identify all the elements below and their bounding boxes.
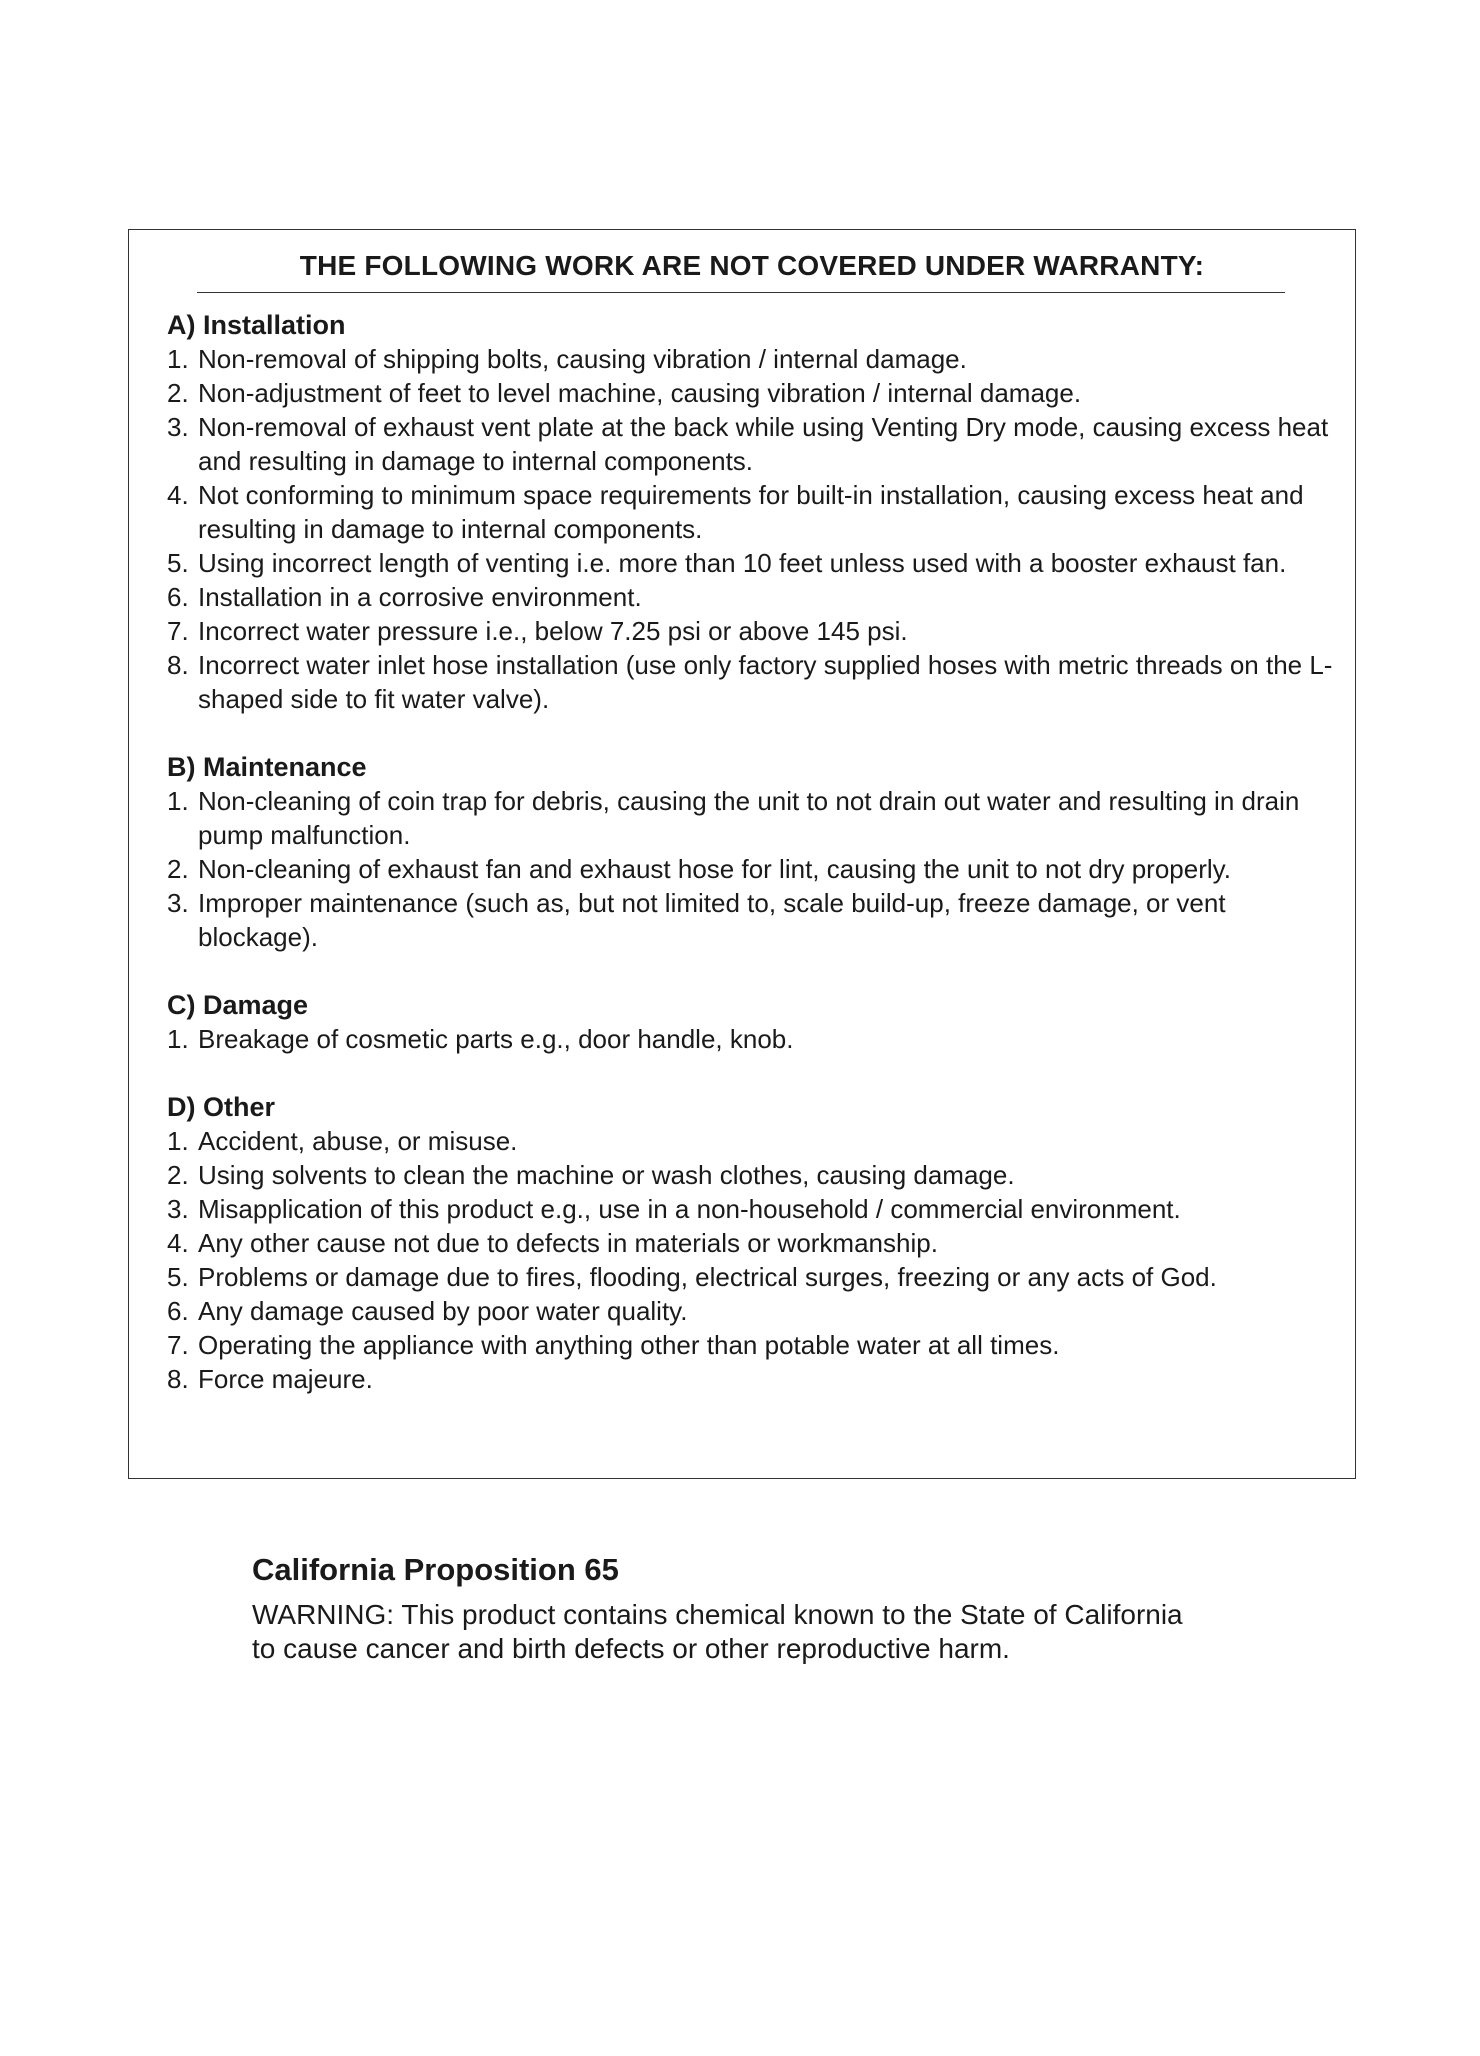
list-item-text: Non-removal of shipping bolts, causing vibration / internal damage. (198, 344, 967, 374)
list-item-number: 3. (167, 1194, 189, 1224)
list-item-number: 2. (167, 854, 189, 884)
list-item (167, 614, 1347, 648)
list-item-number: 1. (167, 344, 189, 374)
warranty-section (167, 750, 1347, 954)
section-heading: B) Maintenance (167, 752, 367, 782)
title-underline (197, 292, 1285, 293)
list-item-text: Accident, abuse, or misuse. (198, 1126, 518, 1156)
prop65-notice (252, 1550, 1292, 1666)
list-item-text: Non-cleaning of coin trap for debris, causing the unit to not drain out water and resulting in drain pump malfunction. (198, 786, 1300, 850)
list-item-number: 7. (167, 1330, 189, 1360)
list-item-text: Using incorrect length of venting i.e. more than 10 feet unless used with a booster exhaust fan. (198, 548, 1287, 578)
list-item-number: 4. (167, 480, 189, 510)
list-item-number: 3. (167, 888, 189, 918)
list-item (167, 648, 1347, 716)
list-item (167, 1260, 1347, 1294)
list-item-number: 5. (167, 1262, 189, 1292)
warranty-title: THE FOLLOWING WORK ARE NOT COVERED UNDER WARRANTY: (299, 250, 1205, 281)
list-item-number: 4. (167, 1228, 189, 1258)
list-item (167, 886, 1347, 954)
list-item-text: Any other cause not due to defects in materials or workmanship. (198, 1228, 938, 1258)
list-item (167, 852, 1347, 886)
list-item-text: Problems or damage due to fires, flooding, electrical surges, freezing or any acts of God. (198, 1262, 1217, 1292)
prop65-warning-line: to cause cancer and birth defects or other reproductive harm. (252, 1633, 1010, 1664)
list-item (167, 580, 1347, 614)
list-item (167, 1124, 1347, 1158)
list-item (167, 784, 1347, 852)
list-item-number: 2. (167, 1160, 189, 1190)
list-item (167, 1192, 1347, 1226)
list-item-text: Breakage of cosmetic parts e.g., door handle, knob. (198, 1024, 794, 1054)
list-item-number: 1. (167, 1126, 189, 1156)
list-item (167, 1294, 1347, 1328)
list-item-number: 2. (167, 378, 189, 408)
list-item (167, 1362, 1347, 1396)
list-item (167, 376, 1347, 410)
list-item (167, 342, 1347, 376)
list-item (167, 1158, 1347, 1192)
list-item-number: 5. (167, 548, 189, 578)
list-item-text: Operating the appliance with anything other than potable water at all times. (198, 1330, 1060, 1360)
section-heading: C) Damage (167, 990, 309, 1020)
section-item-list (167, 342, 1347, 716)
list-item (167, 1226, 1347, 1260)
warranty-section (167, 308, 1347, 716)
list-item-text: Non-cleaning of exhaust fan and exhaust hose for lint, causing the unit to not dry properly. (198, 854, 1231, 884)
warranty-sections (167, 308, 1347, 1430)
warranty-section (167, 988, 1347, 1056)
section-heading: A) Installation (167, 310, 346, 340)
list-item (167, 410, 1347, 478)
section-heading: D) Other (167, 1092, 275, 1122)
list-item (167, 1022, 1347, 1056)
warranty-section (167, 1090, 1347, 1396)
section-item-list (167, 1124, 1347, 1396)
list-item-number: 7. (167, 616, 189, 646)
list-item-text: Any damage caused by poor water quality. (198, 1296, 688, 1326)
list-item-text: Using solvents to clean the machine or wash clothes, causing damage. (198, 1160, 1015, 1190)
warranty-exclusions-box (128, 229, 1356, 1479)
list-item-text: Installation in a corrosive environment. (198, 582, 642, 612)
list-item-text: Improper maintenance (such as, but not limited to, scale build-up, freeze damage, or vent blockage). (198, 888, 1226, 952)
list-item-text: Non-adjustment of feet to level machine, causing vibration / internal damage. (198, 378, 1082, 408)
list-item (167, 1328, 1347, 1362)
list-item-number: 3. (167, 412, 189, 442)
list-item-text: Incorrect water pressure i.e., below 7.25 psi or above 145 psi. (198, 616, 908, 646)
prop65-warning (252, 1598, 1292, 1666)
list-item-text: Not conforming to minimum space requirements for built-in installation, causing excess heat and resulting in damage to internal components. (198, 480, 1304, 544)
list-item-number: 8. (167, 650, 189, 680)
list-item-text: Misapplication of this product e.g., use in a non-household / commercial environment. (198, 1194, 1181, 1224)
list-item-number: 8. (167, 1364, 189, 1394)
list-item-text: Incorrect water inlet hose installation (use only factory supplied hoses with metric threads on the L-shaped side to fit water valve). (198, 650, 1333, 714)
list-item-text: Non-removal of exhaust vent plate at the back while using Venting Dry mode, causing excess heat and resulting in damage to internal components. (198, 412, 1329, 476)
list-item-number: 6. (167, 1296, 189, 1326)
list-item (167, 478, 1347, 546)
section-item-list (167, 784, 1347, 954)
prop65-title: California Proposition 65 (252, 1552, 619, 1587)
prop65-warning-line: WARNING: This product contains chemical known to the State of California (252, 1599, 1183, 1630)
list-item (167, 546, 1347, 580)
list-item-number: 1. (167, 786, 189, 816)
list-item-number: 1. (167, 1024, 189, 1054)
list-item-text: Force majeure. (198, 1364, 373, 1394)
list-item-number: 6. (167, 582, 189, 612)
section-item-list (167, 1022, 1347, 1056)
